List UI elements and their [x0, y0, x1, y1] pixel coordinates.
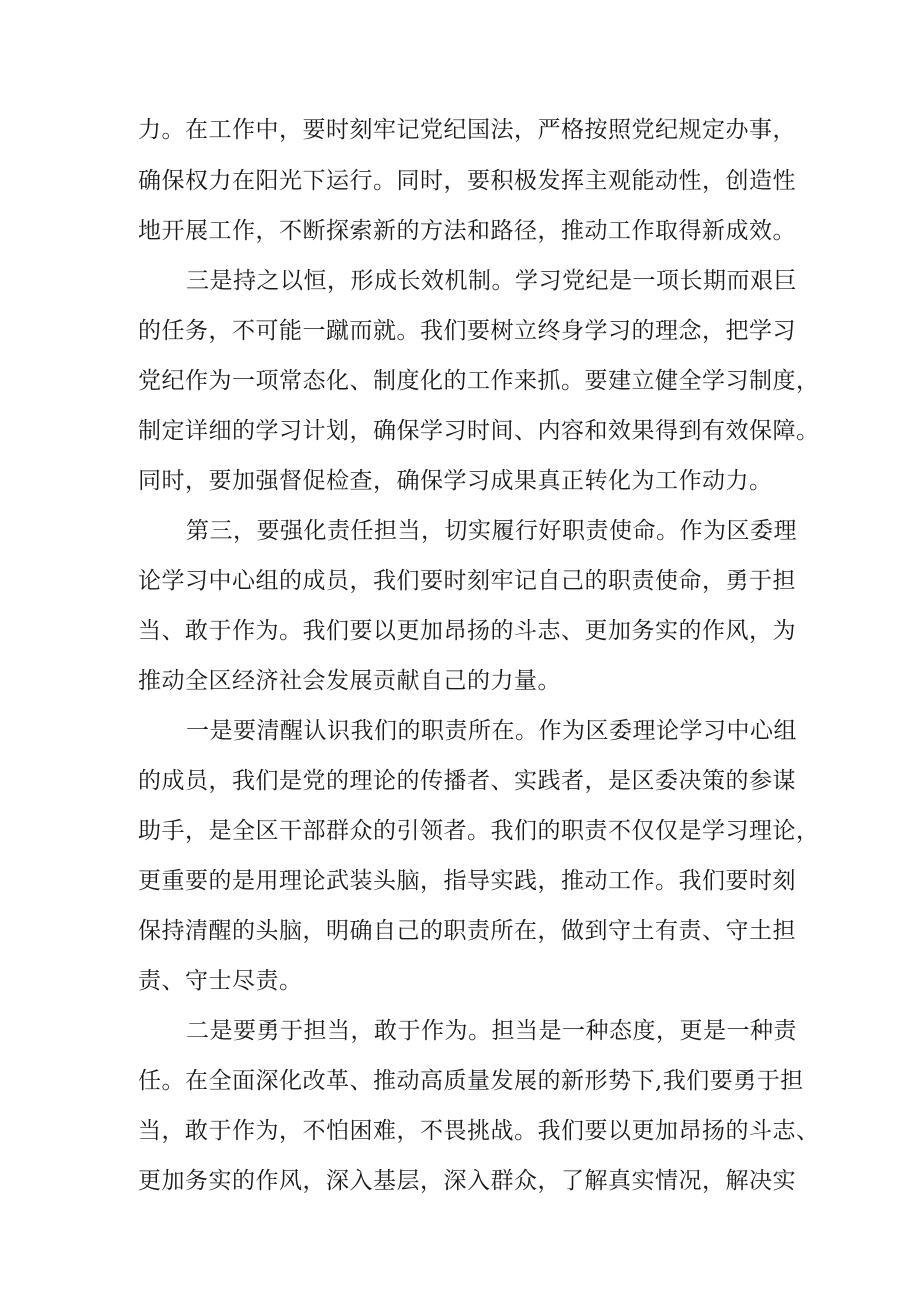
text-line: 制定详细的学习计划，确保学习时间、内容和效果得到有效保障。	[138, 418, 820, 444]
text-line: 党纪作为一项常态化、制度化的工作来抓。要建立健全学习制度，	[138, 368, 820, 394]
text-line: 更重要的是用理论武装头脑，指导实践，推动工作。我们要时刻	[138, 868, 796, 894]
paragraph-last-line: 推动全区经济社会发展贡献自己的力量。	[138, 668, 561, 694]
text-line: 确保权力在阳光下运行。同时，要积极发挥主观能动性，创造性	[138, 168, 796, 194]
text-line: 的任务，不可能一蹴而就。我们要树立终身学习的理念，把学习	[138, 318, 796, 344]
paragraph-last-line: 责、守士尽责。	[138, 968, 303, 994]
text-line: 保持清醒的头脑，明确自己的职责所在，做到守土有责、守土担	[138, 918, 796, 944]
paragraph-first-line: 第三，要强化责任担当，切实履行好职责使命。作为区委理	[186, 518, 797, 544]
paragraph-first-line: 一是要清醒认识我们的职责所在。作为区委理论学习中心组	[186, 718, 797, 744]
text-line: 助手，是全区干部群众的引领者。我们的职责不仅仅是学习理论，	[138, 818, 820, 844]
paragraph-last-line: 同时，要加强督促检查，确保学习成果真正转化为工作动力。	[138, 468, 773, 494]
text-line: 更加务实的作风，深入基层，深入群众，了解真实情况，解决实	[138, 1168, 796, 1194]
text-line: 力。在工作中，要时刻牢记党纪国法，严格按照党纪规定办事，	[138, 117, 796, 143]
text-line: 地开展工作，不断探索新的方法和路径，推动工作取得新成效。	[138, 218, 796, 244]
text-line: 论学习中心组的成员，我们要时刻牢记自己的职责使命，勇于担	[138, 568, 796, 594]
text-line: 的成员，我们是党的理论的传播者、实践者，是区委决策的参谋	[138, 768, 796, 794]
paragraph-first-line: 三是持之以恒，形成长效机制。学习党纪是一项长期而艰巨	[186, 268, 797, 294]
text-line: 当，敢于作为，不怕困难，不畏挑战。我们要以更加昂扬的斗志、	[138, 1118, 820, 1144]
text-line: 当、敢于作为。我们要以更加昂扬的斗志、更加务实的作风，为	[138, 618, 796, 644]
paragraph-first-line: 二是要勇于担当，敢于作为。担当是一种态度，更是一种责	[186, 1018, 797, 1044]
text-line: 任。在全面深化改革、推动高质量发展的新形势下,我们要勇于担	[138, 1068, 804, 1094]
